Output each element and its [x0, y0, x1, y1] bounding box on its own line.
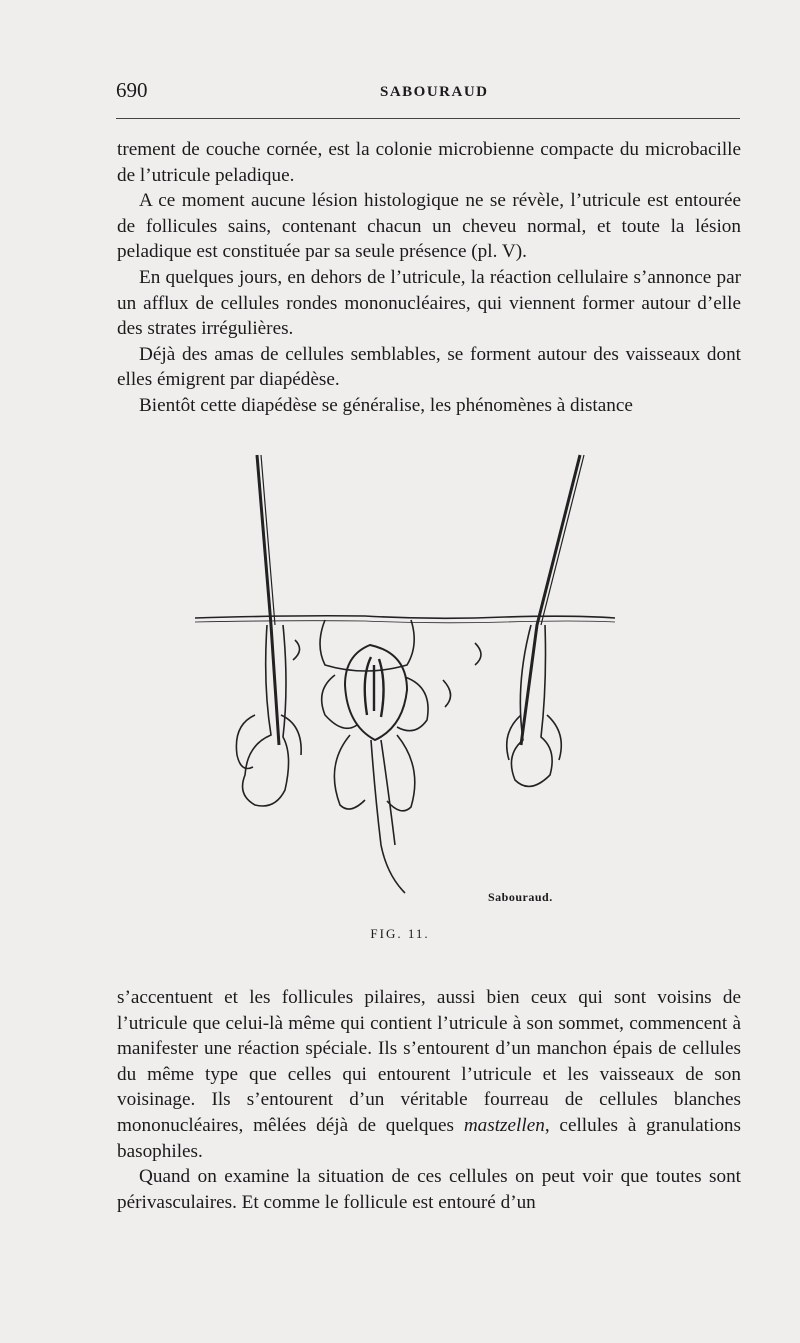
page-header — [116, 78, 740, 108]
lower-text-block — [117, 985, 741, 1215]
paragraph: A ce moment aucune lésion histologique ne se révèle, l’utricule est entourée de follicules sains, contenant chacun un cheveu normal, et toute la lésion peladique est constituée par sa seule présence (pl. V). — [117, 190, 741, 263]
paragraph-tail: , cellules à granulations basophiles. — [117, 1114, 741, 1162]
paragraph-text: s’accentuent et les follicules pilaires, aussi bien ceux qui sont voisins de l’utricule que celui-là même qui contient l’utricule à son sommet, commencent à manifester une réaction spéciale. Ils s’entourent d’un manchon épais de cellules du même type que celles qui entourent l’utricule et les vaisseaux de son voisinage. Ils s’entourent d’un véritable fourreau de cellules blanches mononucléaires, mêlées déjà de quelques — [117, 987, 741, 1136]
running-head: SABOURAUD — [380, 84, 489, 100]
paragraph: Déjà des amas de cellules semblables, se forment autour des vaisseaux dont elles émigrent par diapédèse. — [117, 343, 741, 391]
page-number: 690 — [116, 78, 148, 102]
paragraph: trement de couche cornée, est la colonie microbienne compacte du microbacille de l’utricule peladique. — [117, 139, 741, 186]
italic-term: mastzellen — [463, 1114, 545, 1136]
follicle-illustration — [175, 415, 625, 915]
paragraph: En quelques jours, en dehors de l’utricule, la réaction cellulaire s’annonce par un afflux de cellules rondes mononucléaires, qui viennent former autour d’elle des strates irrégulières. — [117, 266, 741, 340]
figure-caption: FIG. 11. — [370, 926, 430, 941]
paragraph: Bientôt cette diapédèse se généralise, les phénomènes à distance — [139, 394, 633, 416]
paragraph: Quand on examine la situation de ces cellules on peut voir que toutes sont périvasculaires. Et comme le follicule est entouré d’un — [117, 1166, 741, 1213]
illustrator-signature: Sabouraud. — [488, 890, 553, 904]
paragraph — [117, 985, 741, 1164]
header-rule — [116, 118, 740, 119]
upper-text-block — [117, 137, 741, 419]
